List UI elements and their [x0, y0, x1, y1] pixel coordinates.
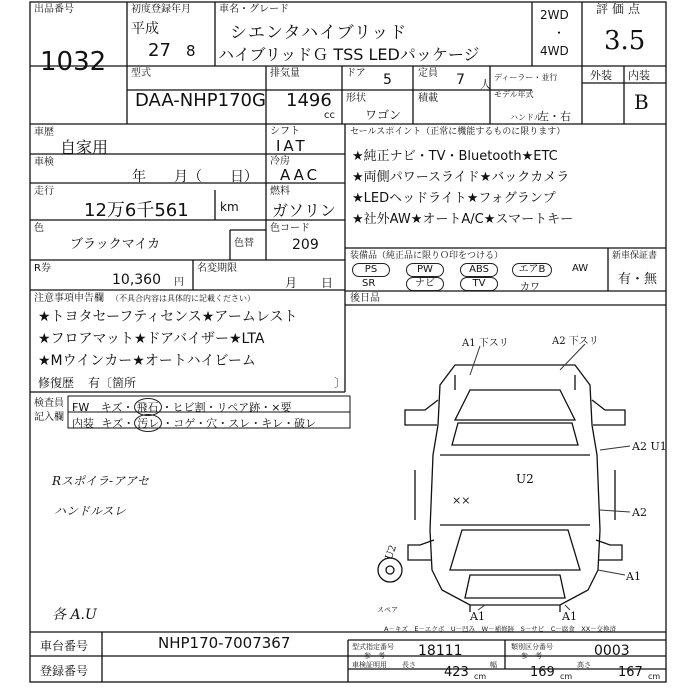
damage-mark-spare: U2 — [383, 543, 400, 562]
exterior-label: 外装 — [590, 69, 612, 82]
reference-label-1: 参 考 — [364, 652, 385, 660]
chassis-number: NHP170-7007367 — [158, 634, 291, 652]
interior-label-row: 内装 — [72, 417, 94, 430]
shift-value: IAT — [276, 137, 308, 155]
repair-history-close: 〕 — [334, 376, 347, 390]
reference-label-2: 参 考 — [521, 652, 542, 660]
inspection-value: 年 月（ 日） — [132, 169, 258, 185]
recycle-value: 10,360 — [112, 272, 161, 288]
color-change-label: 色替 — [234, 238, 254, 249]
model-code: DAA-NHP170G — [135, 90, 266, 111]
lot-number-label: 出品番号 — [34, 4, 74, 15]
color-value: ブラックマイカ — [70, 237, 161, 252]
body-type: ワゴン — [365, 108, 402, 122]
notes-label: 注意事項申告欄 — [34, 293, 104, 304]
registration-era: 平成 — [131, 21, 159, 37]
registration-year: 27 — [148, 40, 171, 61]
width-unit: cm — [560, 672, 573, 681]
sales-point-line: ★LEDヘッドライト★フォグランプ — [352, 191, 556, 206]
new-car-warranty-label: 新車保証書 — [612, 251, 658, 261]
registration-month: 8 — [186, 42, 196, 60]
interior-grade: B — [634, 90, 649, 114]
sales-point-line: ★純正ナビ・TV・Bluetooth★ETC — [352, 149, 558, 164]
inspector-label: 検査員 — [34, 398, 64, 409]
recycle-label: R券 — [34, 263, 51, 274]
length-label: 長さ — [402, 661, 416, 669]
sales-points-list — [352, 146, 573, 230]
fw-replace: ×要 — [271, 401, 292, 414]
fuel-label: 燃料 — [270, 186, 290, 197]
interior-wear: スレ — [228, 417, 251, 430]
score-label: 評価点 — [596, 2, 645, 16]
body-type-label: 形状 — [346, 93, 366, 104]
damage-mark-front-right: A2 下スリ — [552, 336, 599, 347]
height-value: 167 — [618, 665, 643, 680]
mileage-label: 走行 — [34, 186, 54, 197]
interior-tear: 破レ — [294, 417, 317, 430]
history-label: 車歴 — [34, 127, 54, 138]
handwritten-remark-2: ハンドルスレ — [54, 504, 126, 518]
certificate-label: 車検証明用 — [352, 661, 387, 669]
note-line: ★トヨタセーフティセンス★アームレスト — [38, 309, 298, 325]
damage-mark-rear-bumper-left: A1 — [470, 610, 485, 623]
registration-label: 登録番号 — [40, 664, 89, 678]
fw-chip: 飛石 — [134, 398, 162, 416]
sales-points-label: セールスポイント（正常に機能するものに限ります） — [350, 127, 566, 137]
load-label: 積載 — [418, 93, 438, 104]
drive-4wd: 4WD — [540, 44, 569, 58]
height-label: 高さ — [577, 661, 591, 669]
drive-2wd: 2WD — [540, 8, 569, 22]
width-value: 169 — [530, 665, 555, 680]
fw-label: FW — [72, 401, 90, 414]
equipment-ps: PS — [352, 263, 390, 277]
damage-legend: A－キズ E－エクボ U－凹み W－補修跡 S－サビ C－腐食 XX－交換済 — [384, 625, 617, 633]
retrofit-label: 後日品 — [350, 293, 380, 304]
damage-mark-rear-right: A1 — [626, 570, 641, 583]
damage-mark-rear-bumper-right: A1 — [562, 610, 577, 623]
inspector-interior-row: 内装 キズ・ 汚レ ・コゲ・穴・スレ・キレ・破レ — [72, 414, 316, 432]
ac-value: AAC — [280, 166, 321, 184]
doors: 5 — [383, 72, 392, 88]
capacity-unit: 人 — [480, 78, 491, 91]
displacement-label: 排気量 — [270, 68, 300, 79]
inspector-entry-label: 記入欄 — [34, 412, 64, 423]
car-name-grade-label: 車名・グレード — [219, 4, 289, 15]
car-damage-diagram — [378, 365, 625, 612]
interior-scratch: キズ — [101, 417, 124, 430]
capacity-label: 定員 — [418, 68, 438, 79]
length-value: 423 — [444, 665, 469, 680]
repair-history-label: 修復歴 — [38, 376, 75, 390]
note-line: ★フロアマット★ドアバイザー★LTA — [38, 331, 265, 347]
model-year-label: モデル年式 — [494, 90, 534, 99]
mileage-value: 12万6千561 — [84, 200, 189, 221]
color-label: 色 — [34, 223, 44, 234]
length-unit: cm — [474, 672, 487, 681]
fuel-value: ガソリン — [272, 201, 337, 220]
cc-unit: cc — [324, 110, 335, 121]
equipment-pw: PW — [406, 263, 444, 277]
category-number: 0003 — [594, 643, 630, 659]
name-change-label: 名変期限 — [197, 263, 237, 274]
dealer-label: ディーラー・並行 — [494, 73, 558, 82]
lot-number: 1032 — [40, 47, 107, 77]
name-change-value: 月 日 — [285, 276, 334, 290]
sales-point-line: ★社外AW★オートA/C★スマートキー — [352, 212, 574, 227]
interior-dirt: 汚レ — [134, 414, 162, 432]
damage-mark-replaced: ×× — [452, 494, 471, 507]
grade-name: ハイブリッドＧ TSS LEDパッケージ — [218, 45, 480, 64]
handle-value: 左・右 — [538, 110, 571, 123]
type-designation-label: 型式指定番号 — [352, 643, 394, 651]
category-label: 類別区分番号 — [511, 643, 553, 651]
damage-mark-roof: U2 — [516, 472, 534, 486]
yen-unit: 円 — [174, 277, 184, 288]
handle-label: ハンドル — [510, 113, 542, 122]
shift-label: シフト — [270, 126, 300, 137]
equipment-aw: AW — [572, 263, 589, 274]
equipment-label: 装備品（純正品に限りＯ印をつける） — [350, 251, 504, 261]
note-line: ★Mウインカー★オートハイビーム — [38, 353, 256, 369]
fw-repair: リペア跡 — [216, 401, 261, 414]
notes-label-note: （不具合内容は具体的に記載ください） — [111, 294, 255, 303]
equipment-tv: TV — [460, 277, 498, 291]
equipment-navi: ナビ — [406, 277, 444, 291]
spare-tire-label: スペア — [377, 606, 398, 614]
width-label: 幅 — [490, 661, 497, 669]
chassis-label: 車台番号 — [40, 639, 89, 653]
history-value: 自家用 — [60, 138, 109, 157]
type-designation-number: 18111 — [418, 643, 463, 659]
capacity: 7 — [456, 72, 465, 88]
damage-mark-right-door: A2 U1 — [632, 440, 667, 453]
equipment-leather: カワ — [520, 282, 540, 293]
damage-mark-right-rear: A2 — [632, 506, 647, 519]
interior-label: 内装 — [628, 69, 650, 82]
equipment-airbag: エアB — [512, 263, 552, 277]
handwritten-remark-bottom: 各 A.U — [52, 607, 97, 623]
model-code-label: 型式 — [131, 68, 151, 79]
repair-history-value: 有〔箇所 — [88, 376, 137, 390]
fw-scratch: キズ — [100, 401, 123, 414]
equipment-sr: SR — [362, 278, 376, 289]
height-unit: cm — [648, 672, 661, 681]
first-registration-label: 初度登録年月 — [131, 4, 191, 15]
handwritten-remark-1: Rスポイラ-アアセ — [52, 474, 149, 488]
inspector-fw-row: FW キズ・ 飛石 ・ヒビ割・リペア跡・×要 — [72, 398, 292, 416]
sales-point-line: ★両側パワースライド★バックカメラ — [352, 170, 570, 185]
damage-mark-front-left: A1 下スリ — [462, 338, 509, 349]
interior-hole: 穴 — [206, 417, 218, 430]
drive-dot: ・ — [553, 26, 566, 40]
inspection-label: 車検 — [34, 157, 54, 168]
ac-label: 冷房 — [270, 156, 290, 167]
car-name: シエンタハイブリッド — [230, 23, 408, 43]
color-code-label: 色コード — [270, 223, 310, 234]
displacement: 1496 — [286, 90, 332, 111]
doors-label: ドア — [346, 68, 366, 79]
fw-crack: ヒビ割 — [172, 401, 206, 414]
equipment-abs: ABS — [460, 263, 498, 277]
km-unit: km — [220, 200, 239, 214]
interior-burn: コゲ — [173, 417, 196, 430]
color-code: 209 — [292, 237, 319, 253]
notes-list — [38, 306, 297, 372]
new-car-warranty-value: 有・無 — [618, 272, 658, 287]
score-value: 3.5 — [604, 26, 646, 56]
interior-cut: キレ — [261, 417, 284, 430]
